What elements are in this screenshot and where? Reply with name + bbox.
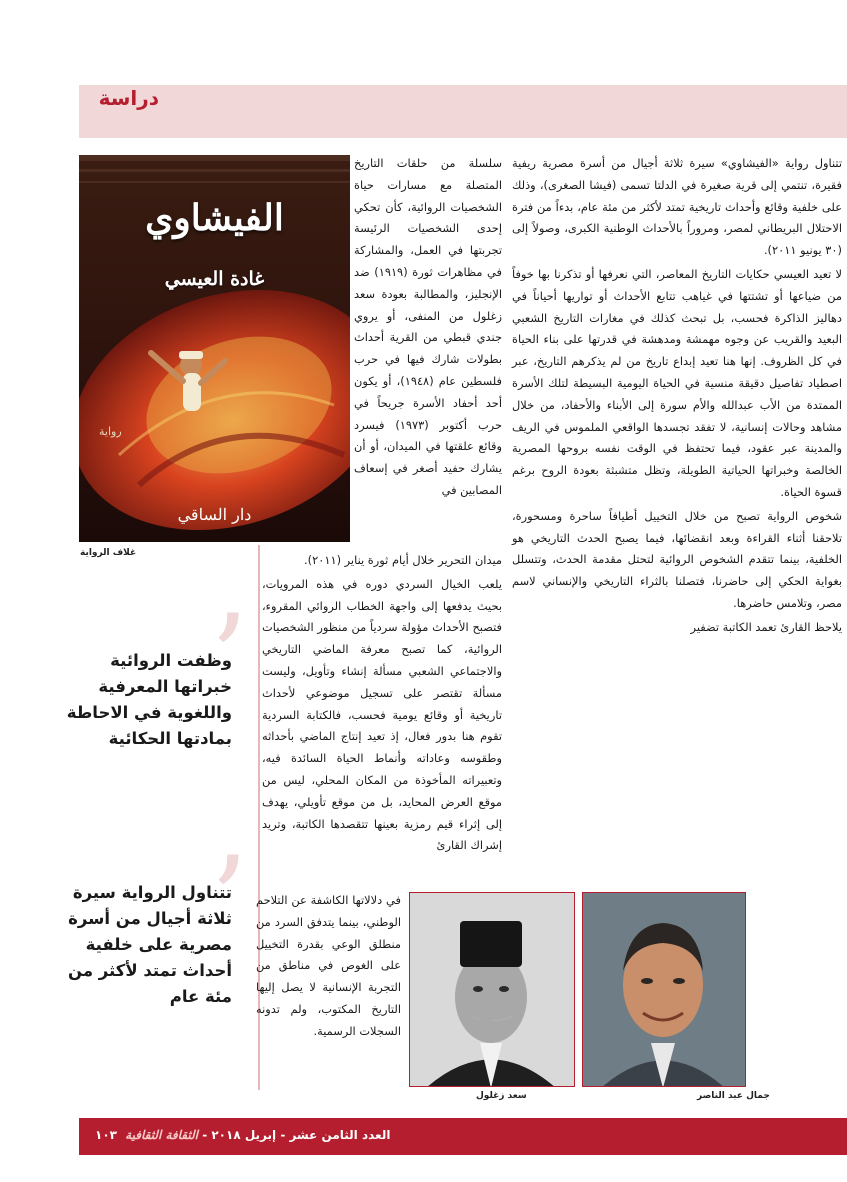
book-cover-image: [79, 155, 350, 542]
article-column-middle-bottom: [256, 890, 401, 1043]
paragraph: شخوص الرواية تصبح من خلال التخييل أطيافاً ساحرة ومسحورة، تلاحقنا أثناء القراءة وبعد انقضائها، فيما يصبح الحدث التاريخي هو الخلفية، بينما تتقدم الشخوص الروائية لتحتل مقدمة الحدث، وتتسلل بغواية الحكي إلى حاضرنا، فتصلنا بالثراء التاريخي والإنساني لاسم مصر، وتلامس حاضرها.: [512, 508, 842, 610]
book-title: الفيشاوي: [145, 197, 284, 239]
article-column-right: [512, 153, 842, 639]
paragraph: لا تعيد العيسي حكايات التاريخ المعاصر، التي نعرفها أو تذكرنا بها خوفاً من ضياعها أو تشتتها في غياهب تتابع الأحداث أو تواريها أحياناً في دهاليز الذاكرة فحسب، بل تبحث كذلك في مغارات التاريخ الشعبي البعيد والقريب عن وجوه مهمشة ومدهشة في قدرتها على بناء الحياة في كل الظروف. إنها هنا تعيد إبداع تاريخ من لم يذكرهم التاريخ، عبر اصطياد تفاصيل دقيقة منسية في الحياة اليومية البسيطة لتلك الأسرة الممتدة من الأب عبدالله والأم سورة إلى الأبناء والأحفاد، من خلال مشاهد وحالات إنسانية، لا تفقد تجسدها الواقعي الملموس في الريف والمدينة عبر عقود، فيما تحتفظ في الوقت نفسه بروحها المصرية الخالصة وخبراتها الحياتية الطويلة، وتظل متشبثة بعودة الروح برغم قسوة الحياة.: [512, 266, 842, 499]
magazine-name: الثقافة الثقافية: [125, 1128, 198, 1142]
article-column-middle-top: [354, 153, 502, 502]
nasser-photo: [582, 892, 746, 1087]
portrait-illustration: [409, 893, 574, 1087]
pullquote: تتناول الرواية سيرة ثلاثة أجيال من أسرة مصرية على خلفية أحداث تمتد لأكثر من مئة عام: [67, 883, 232, 1006]
paragraph: ميدان التحرير خلال أيام ثورة يناير (٢٠١١).: [304, 553, 502, 567]
book-author: غادة العيسي: [164, 268, 265, 290]
nasser-photo-caption: جمال عبد الناصر: [697, 1091, 770, 1101]
header-band: [79, 85, 847, 138]
zaghloul-photo: [409, 892, 575, 1087]
paragraph: يلاحظ القارئ تعمد الكاتبة تضفير: [690, 619, 842, 634]
book-cover-caption: غلاف الرواية: [80, 548, 137, 558]
pullquote: وظفت الروائية خبراتها المعرفية واللغوية في الاحاطة بمادتها الحكائية: [66, 651, 232, 748]
publisher-logo: دار الساقي: [177, 505, 252, 524]
quote-mark-icon: ’: [210, 832, 249, 971]
paragraph: تتناول رواية «الفيشاوي» سيرة ثلاثة أجيال من أسرة مصرية ريفية فقيرة، تنتمي إلى قرية صغيرة في الدلتا تسمى (فيشا الصغرى)، وذلك على خلفية وقائع وأحداث تاريخية تمتد لأكثر من مئة عام، بدءاً من فترة الاحتلال البريطاني لمصر، ومروراً بالأحداث الوطنية الكبرى، وصولاً إلى (٣٠ يونيو ٢٠١١).: [512, 156, 842, 258]
book-genre: رواية: [99, 425, 122, 438]
zaghloul-photo-caption: سعد زغلول: [476, 1091, 527, 1101]
footer-info: [95, 1128, 390, 1142]
paragraph: سلسلة من حلقات التاريخ المتصلة مع مسارات حياة الشخصيات الروائية، كأن تحكي إحدى الشخصيات الرئيسة تجربتها في العمل، والمشاركة في مظاهرات ثورة (١٩١٩) ضد الإنجليز، والمطالبة بعودة سعد زغلول من المنفى، أو يروي جندي قبطي من القرية أحداث بطولات شارك فيها في حرب فلسطين عام (١٩٤٨)، أو يكون أحد أحفاد الأسرة جريحاً في حرب أكتوبر (١٩٧٣) فيسرد وقائع علقتها في الميدان، أو أن يشارك حفيد أصغر في إسعاف المصابين في: [354, 156, 502, 497]
portrait-illustration: [582, 893, 745, 1087]
section-title: دراسة: [98, 86, 159, 110]
page-number: ١٠٣: [95, 1128, 117, 1142]
quote-mark-icon: ’: [210, 590, 249, 729]
paragraph: في دلالاتها الكاشفة عن التلاحم الوطني، بينما يتدفق السرد من منطلق الوعي بقدرة التخييل على الغوص في مناطق من التجربة الإنسانية لا يصل إليها التاريخ المكتوب، ولم تدونه السجلات الرسمية.: [256, 893, 401, 1038]
article-column-middle: [262, 550, 502, 857]
issue-info: العدد الثامن عشر - إبريل ٢٠١٨ -: [202, 1128, 391, 1142]
paragraph: يلعب الخيال السردي دوره في هذه المرويات، بحيث يدفعها إلى واجهة الخطاب الروائي المقروء، فتصبح الأحداث مؤولة سردياً من منظور الشخصيات الروائية، كما تصبح معرفة الماضي التاريخي والاجتماعي الشعبي مسألة إنشاء وتأويل، وليست مسألة تقتصر على تسجيل موضوعي لأحداث تاريخية أو وقائع يومية فحسب، فالكتابة السردية تقوم هنا بدور فعال، إذ تعيد إنتاج الماضي بأحداثه وطقوسه وعاداته وأنماط الحياة السائدة فيه، وتعبيراته المأخوذة من المكان المحلي، ليس من موقع العرض المحايد، بل من موقع تأويلي، يهدف إلى إثراء قيم رمزية بعينها تتقصدها الكاتبة، وتريد إشراك القارئ: [262, 576, 502, 853]
